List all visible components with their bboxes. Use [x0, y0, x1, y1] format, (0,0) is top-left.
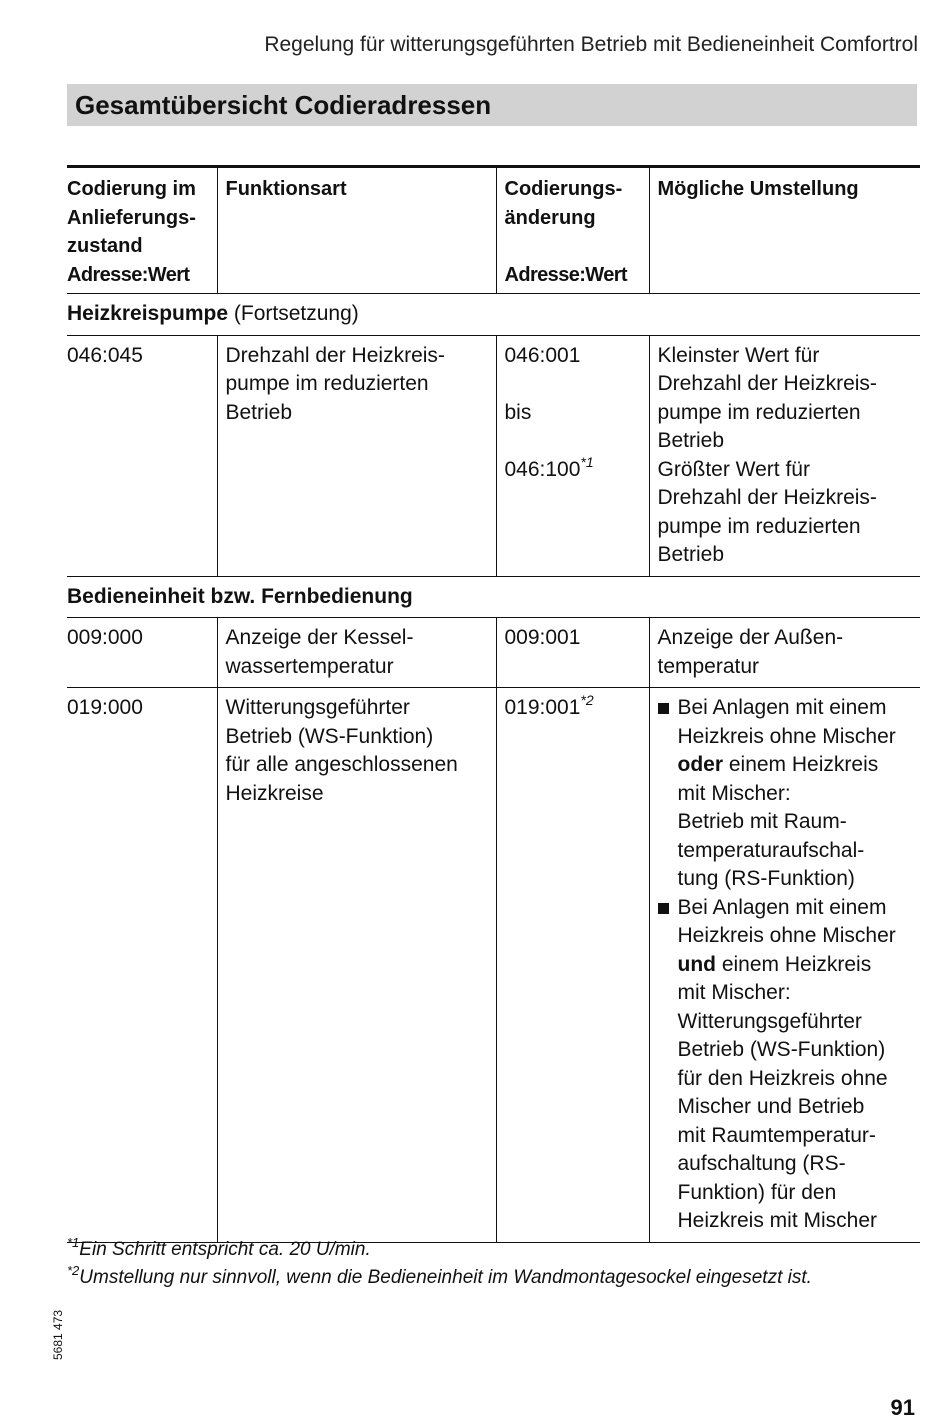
group-suffix: (Fortsetzung)	[233, 302, 359, 325]
section-title-bar	[67, 84, 917, 126]
delivery-value: 009:000	[67, 618, 217, 688]
group-row-control-unit	[67, 576, 920, 618]
coding-address-table	[67, 165, 920, 1243]
section-title: Gesamtübersicht Codieradressen	[75, 90, 492, 120]
table-row	[67, 618, 920, 688]
coding-change: 046:001 bis 046:100$^{*1}$	[496, 335, 649, 576]
table-row	[67, 335, 920, 576]
possible-change	[649, 688, 920, 1243]
group-title: Bedieneinheit bzw. Fernbedienung	[67, 584, 413, 608]
delivery-value: 019:000	[67, 688, 217, 1243]
function-type: Anzeige der Kessel- wassertemperatur	[217, 618, 496, 688]
footnote: $^{*2}$Umstellung nur sinnvoll, wenn die Bedieneinheit im Wandmontagesockel eingesetzt ist.	[67, 1263, 812, 1288]
delivery-value: 046:045	[67, 335, 217, 576]
header-delivery-state: Codierung im Anlieferungs- zustand Adresse:Wert	[67, 167, 217, 294]
group-title: Heizkreispumpe	[67, 302, 229, 325]
table-row	[67, 688, 920, 1243]
function-type: Witterungsgeführter Betrieb (WS-Funktion) für alle angeschlossenen Heizkreise	[217, 688, 496, 1243]
square-bullet-icon	[658, 894, 678, 1236]
group-row-heating-pump	[67, 294, 920, 336]
document-number: 5681 473	[51, 1309, 65, 1360]
bullet-item: Bei Anlagen mit einem Heizkreis ohne Mischer oder einem Heizkreis mit Mischer: Betrieb mit Raum- temperaturaufschal- tung (RS-Funktion)	[658, 694, 915, 894]
footnote: $^{*1}$Ein Schritt entspricht ca. 20 U/min.	[67, 1235, 371, 1260]
coding-change: 019:001$^{*2}$	[496, 688, 649, 1243]
square-bullet-icon	[658, 694, 678, 894]
header-function-type: Funktionsart	[217, 167, 496, 294]
header-possible-change: Mögliche Umstellung	[649, 167, 920, 294]
header-coding-change: Codierungs- änderung Adresse:Wert	[496, 167, 649, 294]
table-header-row	[67, 167, 920, 294]
coding-change: 009:001	[496, 618, 649, 688]
running-header: Regelung für witterungsgeführten Betrieb mit Bedieneinheit Comfortrol	[264, 33, 918, 56]
bullet-item: Bei Anlagen mit einem Heizkreis ohne Mischer und einem Heizkreis mit Mischer: Witterungsgeführter Betrieb (WS-Funktion) für den Heizkreis ohne Mischer und Betrieb mit Raumtemperatur- aufschaltung (RS- Funktion) für den Heizkreis mit Mischer	[658, 894, 915, 1236]
page-number: 91	[890, 1395, 915, 1420]
footnote-ref: *1	[580, 453, 594, 470]
possible-change: Anzeige der Außen- temperatur	[649, 618, 920, 688]
footnote-ref: *2	[580, 692, 594, 708]
footnotes	[67, 1236, 927, 1292]
possible-change: Kleinster Wert für Drehzahl der Heizkreis- pumpe im reduzierten Betrieb Größter Wert für Drehzahl der Heizkreis- pumpe im reduzierten Betrieb	[649, 335, 920, 576]
function-type: Drehzahl der Heizkreis- pumpe im reduzierten Betrieb	[217, 335, 496, 576]
